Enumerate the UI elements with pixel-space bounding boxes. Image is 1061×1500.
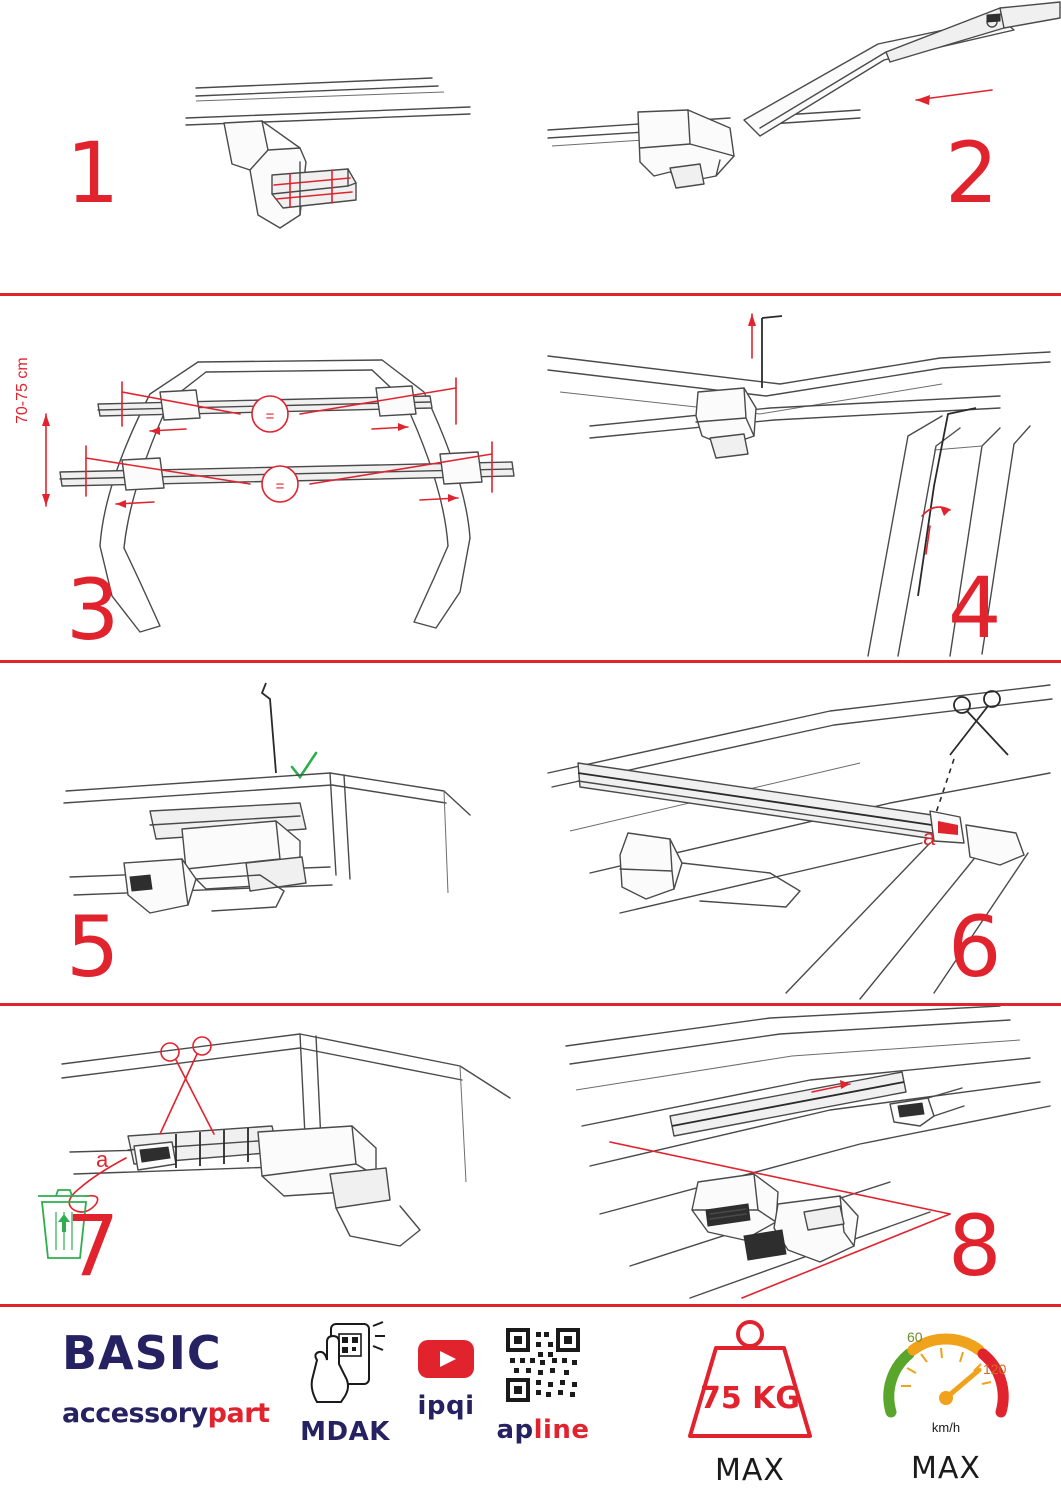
scissors-icon — [160, 1037, 214, 1134]
step-panel-2 — [530, 0, 1061, 293]
logo-apline[interactable] — [478, 1326, 608, 1445]
scissors-icon — [950, 691, 1008, 755]
speedometer-icon — [871, 1316, 1021, 1446]
max-load-value: 75 KG — [699, 1381, 801, 1416]
logo-apline-text-a: ap — [496, 1415, 534, 1445]
qr-code-icon — [504, 1326, 582, 1404]
step-6-label-a: a — [923, 825, 936, 850]
step-8-number: 8 — [948, 1197, 1002, 1295]
step-7-number: 7 — [66, 1197, 120, 1295]
max-speed-caption: MAX — [911, 1451, 981, 1486]
speed-unit: km/h — [931, 1420, 961, 1435]
hand-phone-qr-icon — [299, 1320, 391, 1406]
max-speed-block — [856, 1316, 1036, 1486]
logo-mdak-label — [290, 1417, 400, 1447]
step-4-number: 4 — [948, 559, 1002, 657]
step-panel-3 — [0, 296, 530, 660]
equal-sign-2: = — [275, 478, 285, 495]
logo-ipqi-text: ipqi — [417, 1391, 475, 1421]
gauge-tick-60: 60 — [907, 1329, 923, 1345]
step-panel-6 — [530, 663, 1061, 1003]
step-panel-4 — [530, 296, 1061, 660]
brand-block — [62, 1326, 292, 1429]
brand-accessory-text: accessory — [62, 1398, 208, 1429]
step-3-dimension: 70-75 cm — [14, 357, 31, 424]
footer — [0, 1304, 1061, 1500]
brand-accessorypart — [62, 1400, 292, 1427]
step-1-number: 1 — [66, 124, 120, 222]
logo-mdak-text: MDAK — [300, 1417, 390, 1447]
max-load-block — [660, 1316, 840, 1488]
brand-part-text: part — [207, 1398, 270, 1429]
step-panel-8 — [530, 1006, 1061, 1304]
weight-icon — [670, 1316, 830, 1448]
step-panel-7 — [0, 1006, 530, 1304]
brand-basic: BASIC — [62, 1326, 222, 1380]
step-panel-5 — [0, 663, 530, 1003]
step-2-number: 2 — [945, 124, 999, 222]
step-panel-1 — [0, 0, 530, 293]
gauge-tick-120: 120 — [983, 1361, 1007, 1377]
logo-apline-label — [478, 1415, 608, 1445]
step-7-label-a: a — [96, 1147, 109, 1172]
step-3-number: 3 — [66, 561, 120, 659]
step-6-number: 6 — [948, 898, 1002, 996]
youtube-icon — [416, 1336, 476, 1380]
equal-sign-1: = — [265, 408, 275, 425]
logo-mdak[interactable] — [290, 1320, 400, 1447]
logo-apline-text-b: line — [533, 1415, 590, 1445]
max-load-caption: MAX — [715, 1453, 785, 1488]
step-5-number: 5 — [66, 898, 120, 996]
